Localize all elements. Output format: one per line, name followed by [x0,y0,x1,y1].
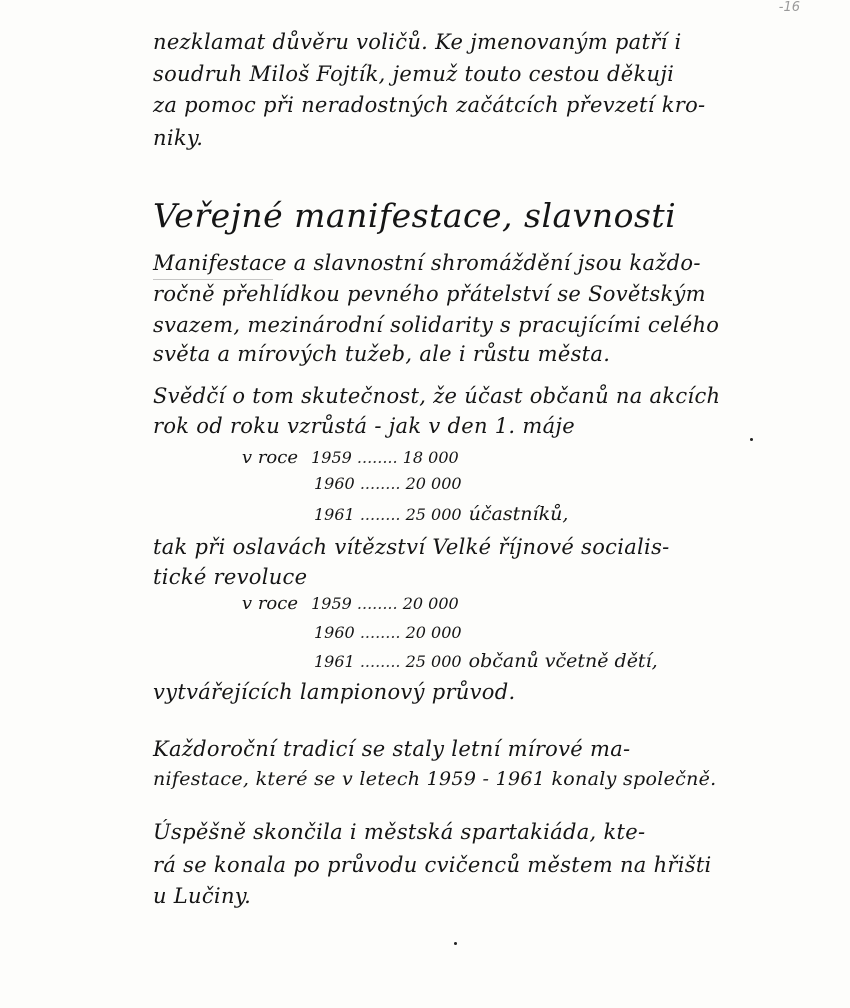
leader-dots: ........ [359,652,401,671]
text-line: soudruh Miloš Fojtík, jemuž touto cestou děkuji [153,62,675,86]
text-line: rá se konala po průvodu cvičenců městem na hřišti [153,853,712,877]
figure-prefix: v roce [241,593,298,614]
text-line: niky. [153,126,204,150]
figure-row [306,623,462,642]
text-line: u Lučiny. [153,884,252,908]
figure-year: 1960 [314,623,355,642]
leader-dots: ........ [356,448,398,467]
leader-dots: ........ [359,623,401,642]
text-line: světa a mírových tužeb, ale i růstu města. [153,342,611,366]
text-line: nezklamat důvěru voličů. Ke jmenovaným patří i [153,30,682,54]
text-line: Úspěšně skončila i městská spartakiáda, kte- [153,820,646,844]
figure-value: 25 000 [405,505,462,524]
text-line: vytvářejících lampionový průvod. [153,680,516,704]
text-line: nifestace, které se v letech 1959 - 1961 konaly společně. [153,768,717,790]
text-line: Manifestace a slavnostní shromáždění jsou každo- [153,251,701,275]
text-line: Svědčí o tom skutečnost, že účast občanů na akcích [153,384,721,408]
text-line: Každoroční tradicí se staly letní mírové ma- [153,737,631,761]
section-heading: Veřejné manifestace, slavnosti [153,196,677,235]
figure-row [218,447,459,468]
text-line: tické revoluce [153,565,308,589]
text-line: svazem, mezinárodní solidarity s pracujícími celého [153,313,720,337]
page-number: -16 [778,0,800,15]
text-line: ročně přehlídkou pevného přátelství se Sovětským [153,282,706,306]
figure-value: 18 000 [402,448,459,467]
figure-row [218,593,459,614]
text-line: tak při oslavách vítězství Velké říjnové socialis- [153,535,670,559]
text-line: za pomoc při neradostných začátcích převzetí kro- [153,93,706,117]
figure-row [306,474,462,493]
pen-stroke [153,279,273,280]
figure-row [306,650,658,672]
figure-value: 20 000 [405,623,462,642]
leader-dots: ........ [359,474,401,493]
ink-dot [454,942,457,945]
figure-value: 20 000 [405,474,462,493]
figure-year: 1960 [314,474,355,493]
figure-note: účastníků, [468,503,569,525]
figure-year: 1961 [314,505,355,524]
figure-prefix: v roce [241,447,298,468]
leader-dots: ........ [359,505,401,524]
ink-dot [750,438,753,441]
leader-dots: ........ [356,594,398,613]
figure-note: občanů včetně dětí, [468,650,658,672]
figure-value: 20 000 [402,594,459,613]
figure-year: 1961 [314,652,355,671]
figure-year: 1959 [311,594,352,613]
figure-value: 25 000 [405,652,462,671]
text-line: rok od roku vzrůstá - jak v den 1. máje [153,414,575,438]
figure-year: 1959 [311,448,352,467]
figure-row [306,503,568,525]
